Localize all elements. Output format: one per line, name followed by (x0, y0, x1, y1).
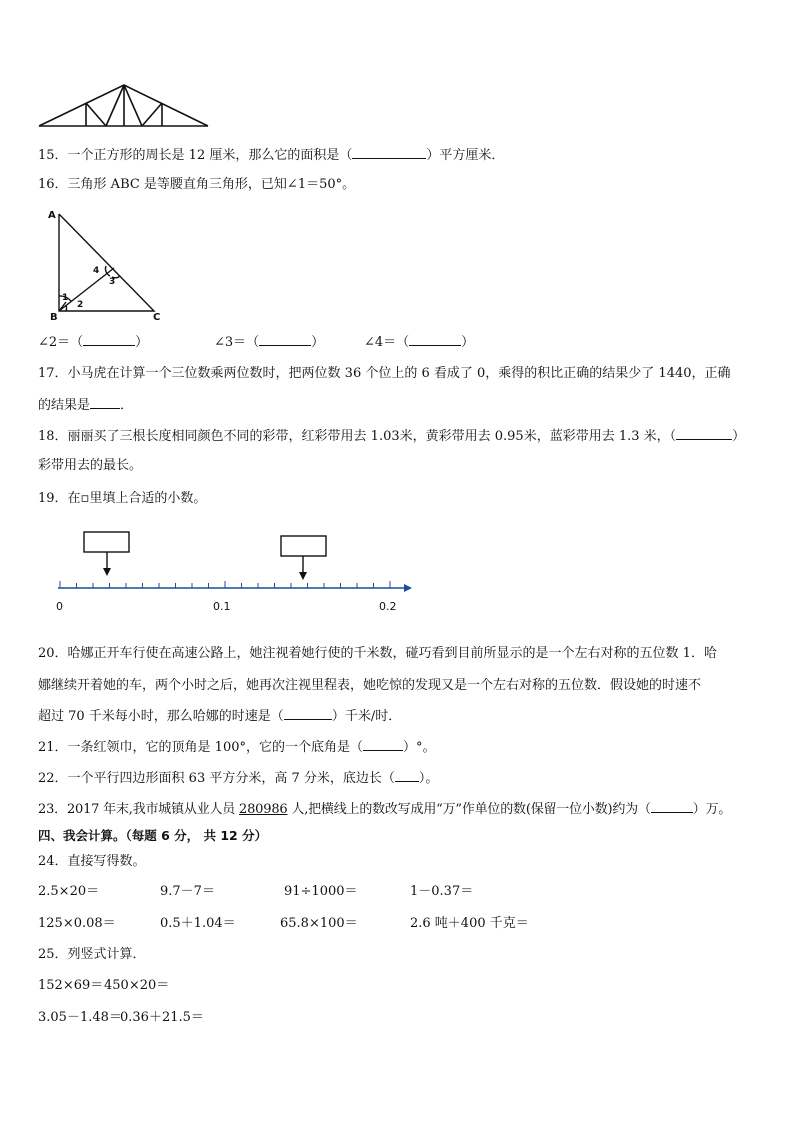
answer-blank-16-angle-4[interactable] (409, 333, 461, 346)
answer-blank-18[interactable] (676, 427, 732, 440)
question-22 (38, 769, 438, 788)
roof-truss-figure (36, 82, 212, 130)
calc-item: 9.7－7＝ (160, 884, 215, 899)
calc-item: 0.36＋21.5＝ (120, 1010, 204, 1025)
vertex-label-c: C (153, 312, 161, 322)
question-23 (38, 800, 731, 819)
tick-label-0: 0 (56, 600, 63, 613)
question-18-line1 (38, 427, 745, 446)
q16-angle-2-close: ） (135, 335, 149, 350)
vertex-label-a: A (48, 210, 56, 221)
question-23-middle: 人,把横线上的数改写成用“万”作单位的数(保留一位小数)约为（ (287, 802, 651, 817)
question-20-line2: 娜继续开着她的车，两个小时之后，她再次注视里程表，她吃惊的发现又是一个左右对称的五位数．假设她的时速不 (38, 678, 702, 693)
question-16 (38, 176, 355, 194)
angle-label-1: 1 (62, 293, 69, 303)
question-23-suffix: ）万。 (692, 802, 732, 817)
question-16-text: 16．三角形 ABC 是等腰直角三角形，已知∠1＝50°。 (38, 177, 356, 192)
question-22-suffix: ）。 (418, 771, 439, 786)
angle-label-3: 3 (109, 277, 116, 287)
angle-label-2: 2 (77, 300, 84, 310)
answer-blank-21[interactable] (363, 738, 403, 751)
answer-blank-22[interactable] (395, 769, 419, 782)
question-22-prefix: 22．一个平行四边形面积 63 平方分米，高 7 分米，底边长（ (38, 771, 395, 786)
calc-item: 450×20＝ (104, 978, 170, 993)
question-21 (38, 738, 436, 757)
q16-angle-2 (38, 333, 148, 352)
answer-blank-23[interactable] (651, 800, 693, 813)
question-20-line3-prefix: 超过 70 千米每小时，那么哈娜的时速是（ (38, 709, 284, 724)
question-18-line1-prefix: 18．丽丽买了三根长度相同颜色不同的彩带，红彩带用去 1.03米，黄彩带用去 0.95米，蓝彩带用去 1.3 米，（ (38, 429, 677, 444)
triangle-abc-figure (44, 206, 164, 322)
question-24: 24．直接写得数。 (38, 854, 146, 869)
question-18-line2: 彩带用去的最长。 (38, 458, 143, 473)
vertex-label-b: B (50, 312, 58, 322)
question-17-line2-prefix: 的结果是 (38, 398, 91, 413)
answer-blank-17[interactable] (90, 396, 120, 409)
question-20-line3-suffix: ）千米/时． (331, 709, 402, 724)
q16-angle-4-label: ∠4＝（ (364, 335, 410, 350)
q16-angle-2-label: ∠2＝（ (38, 335, 84, 350)
answer-blank-16-angle-3[interactable] (259, 333, 311, 346)
calc-item: 125×0.08＝ (38, 916, 116, 931)
calc-item: 2.6 吨＋400 千克＝ (410, 916, 529, 931)
q16-angle-3-label: ∠3＝（ (214, 335, 260, 350)
calc-item: 91÷1000＝ (284, 884, 358, 899)
calc-item: 152×69＝ (38, 978, 104, 993)
answer-box-1[interactable] (84, 532, 129, 552)
q16-angle-4-close: ） (461, 335, 475, 350)
question-17-line2-suffix: ． (120, 398, 134, 413)
question-17-line2 (38, 396, 133, 415)
calc-item: 2.5×20＝ (38, 884, 100, 899)
answer-blank-15[interactable] (352, 146, 426, 159)
calc-item: 3.05－1.48＝ (38, 1010, 122, 1025)
calc-item: 0.5＋1.04＝ (160, 916, 236, 931)
question-15-suffix: ）平方厘米． (426, 148, 505, 163)
number-line-figure (46, 530, 418, 616)
question-25: 25．列竖式计算． (38, 947, 146, 962)
answer-blank-16-angle-2[interactable] (83, 333, 135, 346)
underlined-number: 280986 (239, 802, 288, 817)
question-23-prefix: 23．2017 年末,我市城镇从业人员 (38, 802, 240, 817)
question-19: 19．在▫里填上合适的小数。 (38, 491, 207, 506)
question-17-line1: 17．小马虎在计算一个三位数乘两位数时，把两位数 36 个位上的 6 看成了 0，乘得的积比正确的结果少了 1440，正确 (38, 366, 731, 381)
calc-item: 1－0.37＝ (410, 884, 474, 899)
question-20-line3 (38, 707, 401, 726)
question-15 (38, 146, 504, 165)
angle-label-4: 4 (93, 266, 100, 276)
question-15-prefix: 15．一个正方形的周长是 12 厘米，那么它的面积是（ (38, 148, 353, 163)
q16-angle-3 (214, 333, 324, 352)
section-4-title: 四、我会计算。（每题 6 分， 共 12 分） (38, 828, 268, 843)
question-21-prefix: 21．一条红领巾，它的顶角是 100°，它的一个底角是（ (38, 740, 363, 755)
answer-box-2[interactable] (281, 536, 326, 556)
tick-label-0.2: 0.2 (379, 600, 397, 613)
question-18-line1-suffix: ） (732, 429, 746, 444)
answer-blank-20[interactable] (284, 707, 332, 720)
tick-label-0.1: 0.1 (213, 600, 231, 613)
question-21-suffix: ）°。 (403, 740, 436, 755)
q16-angle-4 (364, 333, 474, 352)
q16-angle-3-close: ） (311, 335, 325, 350)
question-20-line1: 20．哈娜正开车行使在高速公路上，她注视着她行使的千米数，碰巧看到目前所显示的是一个左右对称的五位数 1．哈 (38, 646, 717, 661)
calc-item: 65.8×100＝ (280, 916, 358, 931)
